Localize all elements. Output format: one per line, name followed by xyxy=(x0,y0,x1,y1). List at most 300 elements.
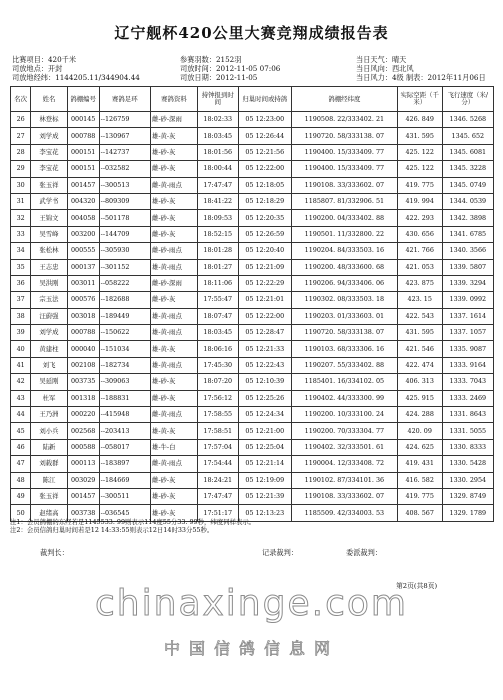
cell-distance: 430. 656 xyxy=(397,226,442,242)
cell-bird-info: 雌-黄-雨点 xyxy=(150,177,197,193)
cell-arrival-time: 05 12:25:04 xyxy=(238,439,291,455)
cell-name: 王志忠 xyxy=(31,259,67,275)
cell-clock-time: 17:45:30 xyxy=(197,357,238,373)
cell-distance: 421. 053 xyxy=(397,259,442,275)
table-row xyxy=(11,243,494,259)
cell-rank: 46 xyxy=(11,439,31,455)
cell-loft-id: 000576 xyxy=(67,292,99,308)
table-row xyxy=(11,341,494,357)
cell-name: 李宝花 xyxy=(31,161,67,177)
cell-clock-time: 18:01:56 xyxy=(197,144,238,160)
table-row xyxy=(11,193,494,209)
cell-loft-coords: 1190203. 01/333603. 01 xyxy=(291,308,397,324)
cell-speed: 1346. 5268 xyxy=(442,112,493,128)
cell-speed: 1337. 1057 xyxy=(442,325,493,341)
table-row xyxy=(11,275,494,291)
table-row xyxy=(11,325,494,341)
judge-signature-label: 裁判长： xyxy=(40,548,69,557)
cell-clock-time: 17:55:47 xyxy=(197,292,238,308)
cell-distance: 422. 474 xyxy=(397,357,442,373)
cell-loft-id: 003011 xyxy=(67,275,99,291)
cell-arrival-time: 05 12:20:35 xyxy=(238,210,291,226)
cell-distance: 424. 288 xyxy=(397,407,442,423)
cell-speed: 1329. 8749 xyxy=(442,488,493,504)
cell-loft-id: 002108 xyxy=(67,357,99,373)
cell-speed: 1335. 9087 xyxy=(442,341,493,357)
cell-distance: 422. 293 xyxy=(397,210,442,226)
cell-rank: 50 xyxy=(11,505,31,521)
report-title: 辽宁舰杯420公里大赛竞翔成绩报告表 xyxy=(114,24,389,42)
cell-bird-info: 雄-黄-雨点 xyxy=(150,259,197,275)
cell-loft-id: 000137 xyxy=(67,259,99,275)
note-2: 注2：会员信鸽归巢时间若是12 14:33:55则表示12日14时33分55秒。 xyxy=(10,526,214,534)
cell-speed: 1345. 652 xyxy=(442,128,493,144)
meta-right xyxy=(356,56,486,82)
cell-loft-coords: 1190206. 94/333406. 06 xyxy=(291,275,397,291)
cell-loft-coords: 1190720. 58/333138. 07 xyxy=(291,128,397,144)
cell-loft-coords: 1190102. 87/334101. 36 xyxy=(291,472,397,488)
cell-loft-id: 000113 xyxy=(67,456,99,472)
cell-bird-info: 雌-砂-灰 xyxy=(150,472,197,488)
cell-ring-number: --126759 xyxy=(99,112,150,128)
column-header-rank: 名次 xyxy=(11,87,31,112)
cell-distance: 425. 122 xyxy=(397,144,442,160)
table-row xyxy=(11,308,494,324)
cell-rank: 31 xyxy=(11,193,31,209)
cell-rank: 30 xyxy=(11,177,31,193)
cell-distance: 424. 625 xyxy=(397,439,442,455)
cell-arrival-time: 05 12:13:23 xyxy=(238,505,291,521)
cell-name: 张松林 xyxy=(31,243,67,259)
cell-clock-time: 18:24:21 xyxy=(197,472,238,488)
cell-bird-info: 雄-黄-灰 xyxy=(150,423,197,439)
cell-loft-id: 000588 xyxy=(67,439,99,455)
table-row xyxy=(11,128,494,144)
cell-distance: 419. 775 xyxy=(397,177,442,193)
cell-loft-coords: 1190103. 68/333306. 16 xyxy=(291,341,397,357)
cell-loft-coords: 1190402. 44/333300. 99 xyxy=(291,390,397,406)
cell-speed: 1329. 1789 xyxy=(442,505,493,521)
cell-bird-info: 雌-砂-深雨 xyxy=(150,112,197,128)
cell-rank: 47 xyxy=(11,456,31,472)
table-row xyxy=(11,210,494,226)
cell-loft-coords: 1190108. 33/333602. 07 xyxy=(291,177,397,193)
cell-loft-coords: 1190402. 32/333501. 61 xyxy=(291,439,397,455)
cell-arrival-time: 05 12:21:33 xyxy=(238,341,291,357)
column-header-loft-id: 鸽棚编号 xyxy=(67,87,99,112)
cell-arrival-time: 05 12:10:39 xyxy=(238,374,291,390)
cell-bird-info: 雄-黄-雨点 xyxy=(150,357,197,373)
cell-loft-id: 001457 xyxy=(67,177,99,193)
column-header-distance: 实际空距（千米） xyxy=(397,87,442,112)
table-row xyxy=(11,488,494,504)
cell-ring-number: --150622 xyxy=(99,325,150,341)
cell-speed: 1345. 3228 xyxy=(442,161,493,177)
table-row xyxy=(11,423,494,439)
cell-arrival-time: 05 12:19:09 xyxy=(238,472,291,488)
cell-loft-coords: 1190200. 10/333100. 24 xyxy=(291,407,397,423)
cell-speed: 1331. 8643 xyxy=(442,407,493,423)
cell-ring-number: --183897 xyxy=(99,456,150,472)
cell-rank: 37 xyxy=(11,292,31,308)
cell-distance: 419. 994 xyxy=(397,193,442,209)
table-row xyxy=(11,292,494,308)
cell-bird-info: 雄-牛-白 xyxy=(150,439,197,455)
cell-arrival-time: 05 12:21:01 xyxy=(238,292,291,308)
cell-loft-coords: 1190302. 08/333503. 18 xyxy=(291,292,397,308)
cell-rank: 33 xyxy=(11,226,31,242)
cell-bird-info: 雄-砂-灰 xyxy=(150,374,197,390)
cell-arrival-time: 05 12:22:29 xyxy=(238,275,291,291)
cell-loft-coords: 1190400. 15/333409. 77 xyxy=(291,144,397,160)
cell-bird-info: 雌-砂-雨点 xyxy=(150,243,197,259)
cell-arrival-time: 05 12:22:00 xyxy=(238,161,291,177)
cell-clock-time: 18:41:22 xyxy=(197,193,238,209)
table-header-row xyxy=(11,87,494,112)
cell-rank: 34 xyxy=(11,243,31,259)
cell-ring-number: --305930 xyxy=(99,243,150,259)
cell-loft-coords: 1185401. 16/334102. 05 xyxy=(291,374,397,390)
watermark-site-name: 中国信鸽信息网 xyxy=(163,639,339,658)
cell-arrival-time: 05 12:21:56 xyxy=(238,144,291,160)
cell-speed: 1331. 5055 xyxy=(442,423,493,439)
cell-distance: 419. 775 xyxy=(397,488,442,504)
table-row xyxy=(11,144,494,160)
cell-name: 张玉祥 xyxy=(31,488,67,504)
table-row xyxy=(11,407,494,423)
meta-wind-force-date: 当日风力：4级 制表：2012年11月06日 xyxy=(356,72,486,82)
cell-rank: 48 xyxy=(11,472,31,488)
cell-loft-id: 003738 xyxy=(67,505,99,521)
cell-distance: 416. 582 xyxy=(397,472,442,488)
meta-entries: 参赛羽数：2152羽 xyxy=(180,55,242,64)
cell-name: 汪蔚强 xyxy=(31,308,67,324)
cell-bird-info: 雄-砂-灰 xyxy=(150,193,197,209)
cell-clock-time: 18:52:15 xyxy=(197,226,238,242)
cell-ring-number: --184669 xyxy=(99,472,150,488)
cell-loft-id: 003200 xyxy=(67,226,99,242)
cell-rank: 26 xyxy=(11,112,31,128)
cell-arrival-time: 05 12:20:40 xyxy=(238,243,291,259)
meta-release-time: 司放时间：2012-11-05 07:06 xyxy=(180,63,281,73)
cell-ring-number: --203413 xyxy=(99,423,150,439)
cell-loft-id: 000788 xyxy=(67,325,99,341)
cell-speed: 1342. 3898 xyxy=(442,210,493,226)
recorder-signature-label: 记录裁判： xyxy=(262,548,298,557)
cell-loft-coords: 1185509. 42/334003. 53 xyxy=(291,505,397,521)
cell-arrival-time: 05 12:18:29 xyxy=(238,193,291,209)
cell-ring-number: --300511 xyxy=(99,488,150,504)
cell-arrival-time: 05 12:21:09 xyxy=(238,259,291,275)
table-row xyxy=(11,259,494,275)
cell-loft-id: 000151 xyxy=(67,144,99,160)
cell-ring-number: --144709 xyxy=(99,226,150,242)
cell-clock-time: 17:51:17 xyxy=(197,505,238,521)
cell-rank: 36 xyxy=(11,275,31,291)
cell-clock-time: 18:02:33 xyxy=(197,112,238,128)
table-row xyxy=(11,374,494,390)
cell-bird-info: 雄-黄-雨点 xyxy=(150,308,197,324)
cell-speed: 1339. 3294 xyxy=(442,275,493,291)
cell-ring-number: --301152 xyxy=(99,259,150,275)
cell-loft-id: 003029 xyxy=(67,472,99,488)
cell-rank: 44 xyxy=(11,407,31,423)
cell-distance: 423. 15 xyxy=(397,292,442,308)
cell-arrival-time: 05 12:23:00 xyxy=(238,112,291,128)
table-row xyxy=(11,226,494,242)
cell-clock-time: 17:54:44 xyxy=(197,456,238,472)
cell-distance: 420. 09 xyxy=(397,423,442,439)
cell-rank: 49 xyxy=(11,488,31,504)
cell-speed: 1330. 5428 xyxy=(442,456,493,472)
cell-loft-coords: 1190200. 70/333304. 77 xyxy=(291,423,397,439)
cell-distance: 419. 431 xyxy=(397,456,442,472)
cell-clock-time: 18:09:53 xyxy=(197,210,238,226)
cell-name: 刘小兵 xyxy=(31,423,67,439)
cell-distance: 422. 543 xyxy=(397,308,442,324)
cell-loft-id: 004058 xyxy=(67,210,99,226)
cell-rank: 43 xyxy=(11,390,31,406)
cell-name: 吴洪刚 xyxy=(31,275,67,291)
cell-speed: 1333. 2469 xyxy=(442,390,493,406)
cell-speed: 1344. 0539 xyxy=(442,193,493,209)
cell-bird-info: 雄-黄-雨点 xyxy=(150,325,197,341)
cell-loft-coords: 1190004. 12/333408. 72 xyxy=(291,456,397,472)
cell-ring-number: --032582 xyxy=(99,161,150,177)
table-row xyxy=(11,112,494,128)
cell-ring-number: --809309 xyxy=(99,193,150,209)
cell-bird-info: 雄-黄-灰 xyxy=(150,341,197,357)
meta-left xyxy=(12,56,140,82)
table-row xyxy=(11,357,494,373)
table-body xyxy=(11,112,494,522)
cell-ring-number: --130967 xyxy=(99,128,150,144)
column-header-loft-coords: 鸽棚经纬度 xyxy=(291,87,397,112)
cell-name: 吴雪峰 xyxy=(31,226,67,242)
cell-arrival-time: 05 12:22:00 xyxy=(238,308,291,324)
cell-speed: 1339. 0992 xyxy=(442,292,493,308)
delegate-signature-label: 委派裁判： xyxy=(346,548,382,557)
cell-speed: 1337. 1614 xyxy=(442,308,493,324)
cell-loft-id: 003018 xyxy=(67,308,99,324)
cell-bird-info: 雌-砂-灰 xyxy=(150,292,197,308)
cell-clock-time: 18:06:16 xyxy=(197,341,238,357)
cell-loft-id: 000040 xyxy=(67,341,99,357)
cell-rank: 42 xyxy=(11,374,31,390)
cell-bird-info: 雌-黄-雨点 xyxy=(150,456,197,472)
cell-rank: 39 xyxy=(11,325,31,341)
cell-speed: 1345. 6081 xyxy=(442,144,493,160)
cell-name: 王乃洲 xyxy=(31,407,67,423)
cell-distance: 425. 122 xyxy=(397,161,442,177)
watermark-domain: chinaxinge.com xyxy=(95,583,408,624)
cell-speed: 1345. 0749 xyxy=(442,177,493,193)
cell-arrival-time: 05 12:25:26 xyxy=(238,390,291,406)
cell-ring-number: --058222 xyxy=(99,275,150,291)
notes xyxy=(10,518,255,534)
cell-clock-time: 18:00:44 xyxy=(197,161,238,177)
cell-rank: 41 xyxy=(11,357,31,373)
cell-ring-number: --142737 xyxy=(99,144,150,160)
cell-loft-coords: 1190400. 15/333409. 77 xyxy=(291,161,397,177)
cell-name: 李宝花 xyxy=(31,144,67,160)
cell-rank: 35 xyxy=(11,259,31,275)
cell-loft-id: 000788 xyxy=(67,128,99,144)
cell-distance: 425. 915 xyxy=(397,390,442,406)
meta-wind-direction: 当日风向：西北风 xyxy=(356,63,414,73)
cell-name: 刘飞 xyxy=(31,357,67,373)
cell-rank: 32 xyxy=(11,210,31,226)
cell-arrival-time: 05 12:21:14 xyxy=(238,456,291,472)
cell-loft-id: 004320 xyxy=(67,193,99,209)
cell-loft-id: 000220 xyxy=(67,407,99,423)
column-header-ring-number: 赛鸽足环 xyxy=(99,87,150,112)
cell-arrival-time: 05 12:18:05 xyxy=(238,177,291,193)
cell-speed: 1341. 6785 xyxy=(442,226,493,242)
cell-loft-id: 003735 xyxy=(67,374,99,390)
cell-loft-coords: 1190501. 11/332800. 22 xyxy=(291,226,397,242)
cell-arrival-time: 05 12:28:47 xyxy=(238,325,291,341)
cell-ring-number: --151034 xyxy=(99,341,150,357)
cell-loft-id: 000555 xyxy=(67,243,99,259)
table-row xyxy=(11,177,494,193)
cell-loft-coords: 1190200. 48/333600. 68 xyxy=(291,259,397,275)
cell-name: 刘学成 xyxy=(31,128,67,144)
cell-name: 赵绪高 xyxy=(31,505,67,521)
cell-loft-coords: 1190204. 84/333503. 16 xyxy=(291,243,397,259)
cell-loft-id: 000145 xyxy=(67,112,99,128)
cell-arrival-time: 05 12:26:59 xyxy=(238,226,291,242)
cell-speed: 1330. 8333 xyxy=(442,439,493,455)
cell-name: 刘学成 xyxy=(31,325,67,341)
cell-bird-info: 雌-黄-雨点 xyxy=(150,407,197,423)
cell-arrival-time: 05 12:24:34 xyxy=(238,407,291,423)
cell-rank: 28 xyxy=(11,144,31,160)
cell-ring-number: --309063 xyxy=(99,374,150,390)
cell-name: 刘载群 xyxy=(31,456,67,472)
cell-clock-time: 17:58:51 xyxy=(197,423,238,439)
cell-distance: 426. 849 xyxy=(397,112,442,128)
cell-name: 吴延刚 xyxy=(31,374,67,390)
cell-rank: 29 xyxy=(11,161,31,177)
cell-bird-info: 雄-砂-灰 xyxy=(150,505,197,521)
cell-speed: 1330. 2954 xyxy=(442,472,493,488)
meta-release-coords: 司放地经纬：1144205.11/344904.44 xyxy=(12,72,140,82)
cell-ring-number: --188831 xyxy=(99,390,150,406)
table-row xyxy=(11,456,494,472)
cell-loft-coords: 1190508. 22/333402. 21 xyxy=(291,112,397,128)
cell-ring-number: --058017 xyxy=(99,439,150,455)
column-header-name: 姓名 xyxy=(31,87,67,112)
cell-ring-number: --189449 xyxy=(99,308,150,324)
cell-loft-id: 000151 xyxy=(67,161,99,177)
cell-arrival-time: 05 12:22:43 xyxy=(238,357,291,373)
cell-name: 宗玉法 xyxy=(31,292,67,308)
cell-clock-time: 18:07:20 xyxy=(197,374,238,390)
cell-rank: 45 xyxy=(11,423,31,439)
cell-name: 王锦文 xyxy=(31,210,67,226)
cell-clock-time: 17:47:47 xyxy=(197,177,238,193)
cell-ring-number: --501178 xyxy=(99,210,150,226)
cell-clock-time: 17:47:47 xyxy=(197,488,238,504)
cell-speed: 1339. 5807 xyxy=(442,259,493,275)
cell-distance: 408. 567 xyxy=(397,505,442,521)
meta-release-site: 司放地点：开封 xyxy=(12,63,63,73)
cell-distance: 421. 546 xyxy=(397,341,442,357)
cell-distance: 423. 875 xyxy=(397,275,442,291)
cell-clock-time: 18:01:28 xyxy=(197,243,238,259)
cell-loft-id: 001457 xyxy=(67,488,99,504)
cell-clock-time: 17:58:55 xyxy=(197,407,238,423)
cell-name: 林登标 xyxy=(31,112,67,128)
cell-name: 陈江 xyxy=(31,472,67,488)
cell-loft-id: 002568 xyxy=(67,423,99,439)
cell-speed: 1333. 7043 xyxy=(442,374,493,390)
cell-loft-coords: 1190207. 55/333402. 88 xyxy=(291,357,397,373)
cell-distance: 406. 313 xyxy=(397,374,442,390)
note-1: 注1：会员鸽棚的东经若是1145533. 99则表示114度55分33. 99秒，纬度同样表示。 xyxy=(10,518,256,526)
cell-ring-number: --300513 xyxy=(99,177,150,193)
cell-arrival-time: 05 12:26:44 xyxy=(238,128,291,144)
cell-clock-time: 18:03:45 xyxy=(197,325,238,341)
table-row xyxy=(11,161,494,177)
cell-bird-info: 雌-砂-灰 xyxy=(150,226,197,242)
column-header-clock-time: 持钟报到时间 xyxy=(197,87,238,112)
meta-middle xyxy=(180,56,280,82)
cell-name: 张玉祥 xyxy=(31,177,67,193)
cell-loft-id: 001318 xyxy=(67,390,99,406)
cell-clock-time: 18:11:06 xyxy=(197,275,238,291)
cell-speed: 1333. 9164 xyxy=(442,357,493,373)
cell-loft-coords: 1190108. 33/333602. 07 xyxy=(291,488,397,504)
cell-ring-number: --182688 xyxy=(99,292,150,308)
table-row xyxy=(11,472,494,488)
cell-bird-info: 雌-砂-灰 xyxy=(150,210,197,226)
cell-rank: 40 xyxy=(11,341,31,357)
cell-loft-coords: 1190720. 58/333138. 07 xyxy=(291,325,397,341)
page-number: 第2页(共8页) xyxy=(396,582,438,590)
cell-name: 武学书 xyxy=(31,193,67,209)
column-header-arrival-time: 归巢时间或持鸽 xyxy=(238,87,291,112)
cell-bird-info: 雄-黄-灰 xyxy=(150,128,197,144)
cell-arrival-time: 05 12:21:00 xyxy=(238,423,291,439)
cell-clock-time: 17:56:12 xyxy=(197,390,238,406)
meta-weather: 当日天气：晴天 xyxy=(356,55,407,64)
cell-ring-number: --415948 xyxy=(99,407,150,423)
cell-bird-info: 雌-砂-深雨 xyxy=(150,275,197,291)
table-row xyxy=(11,439,494,455)
cell-name: 杜军 xyxy=(31,390,67,406)
cell-loft-coords: 1185807. 81/332906. 51 xyxy=(291,193,397,209)
cell-bird-info: 雌-砂-灰 xyxy=(150,390,197,406)
table-row xyxy=(11,390,494,406)
cell-clock-time: 17:57:04 xyxy=(197,439,238,455)
results-table xyxy=(10,86,494,522)
cell-bird-info: 雄-砂-灰 xyxy=(150,144,197,160)
cell-ring-number: --036545 xyxy=(99,505,150,521)
column-header-speed: 飞行速度（米/分） xyxy=(442,87,493,112)
cell-loft-coords: 1190200. 04/333402. 88 xyxy=(291,210,397,226)
cell-clock-time: 18:03:45 xyxy=(197,128,238,144)
cell-name: 陆新 xyxy=(31,439,67,455)
cell-distance: 431. 595 xyxy=(397,128,442,144)
cell-distance: 431. 595 xyxy=(397,325,442,341)
cell-bird-info: 雌-砂-灰 xyxy=(150,161,197,177)
cell-clock-time: 18:01:27 xyxy=(197,259,238,275)
cell-bird-info: 雄-砂-灰 xyxy=(150,488,197,504)
cell-name: 黄建柱 xyxy=(31,341,67,357)
meta-event: 比赛项目：420千米 xyxy=(12,55,77,64)
